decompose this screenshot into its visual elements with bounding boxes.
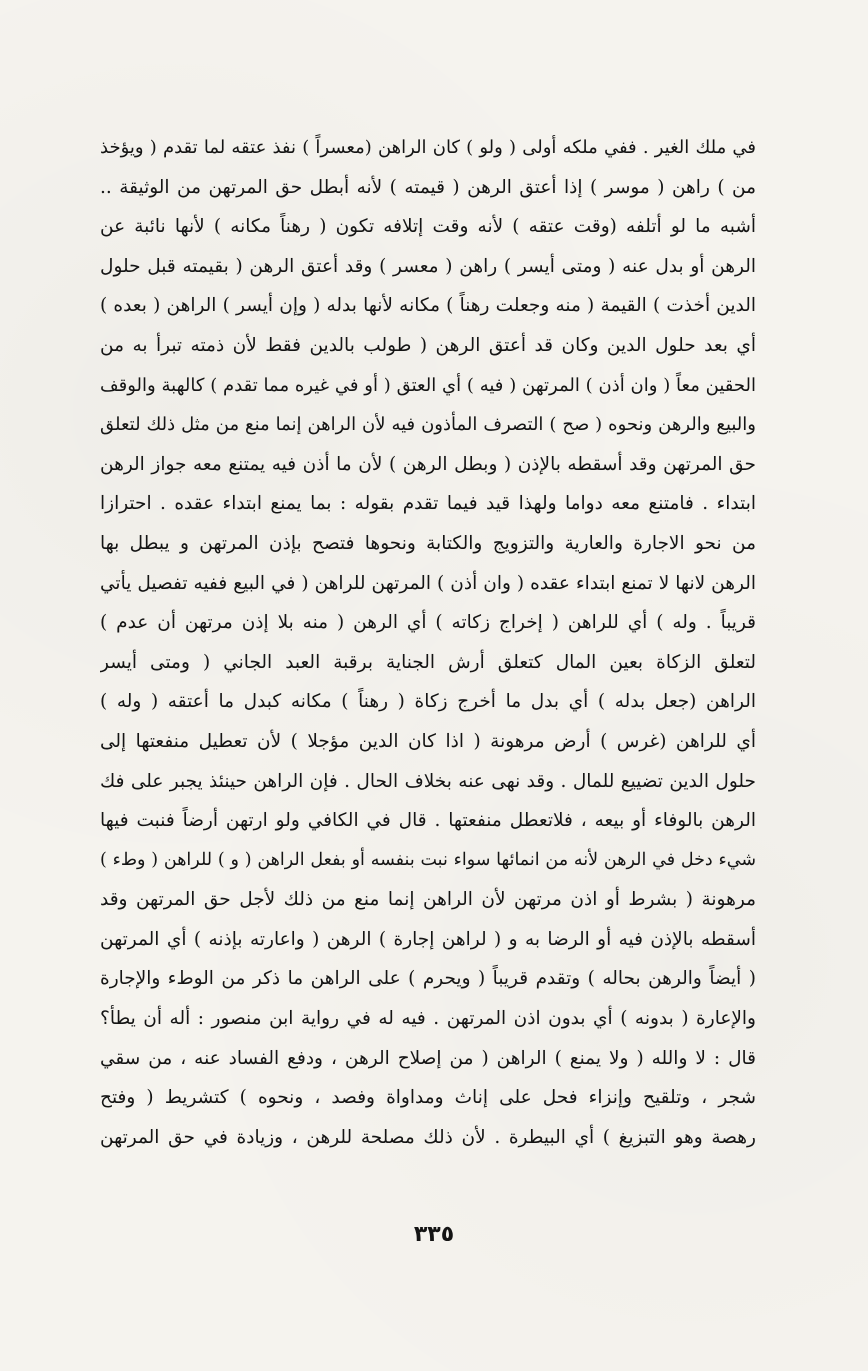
text-line: الدين أخذت ) القيمة ( منه وجعلت رهناً ) مكانه لأنها بدله ( وإن أيسر ) الراهن ( بعده ): [100, 295, 756, 317]
text-line: لتعلق الزكاة بعين المال كتعلق أرش الجناية برقبة العبد الجاني ( ومتى أيسر: [100, 651, 756, 673]
text-line: أسقطه بالإذن فيه أو الرضا به و ( لراهن إجارة ) الرهن ( واعارته بإذنه ) أي المرتهن: [100, 928, 756, 950]
text-line: من نحو الاجارة والعارية والتزويج والكتابة ونحوها فتصح بإذن المرتهن و يبطل بها: [100, 532, 756, 554]
text-line: مرهونة ( بشرط أو اذن مرتهن لأن الراهن إنما منع من ذلك لأجل حق المرتهن وقد: [100, 889, 756, 911]
text-line: قال : لا والله ( ولا يمنع ) الراهن ( من إصلاح الرهن ، ودفع الفساد عنه ، من سقي: [100, 1047, 756, 1069]
text-line: الرهن بالوفاء أو بيعه ، فلاتعطل منفعتها . قال في الكافي ولو ارتهن أرضاً فنبت فيها: [100, 810, 756, 832]
text-line: شيء دخل في الرهن لأنه من انمائها سواء نبت بنفسه أو بفعل الراهن ( و ) للراهن ( وطء ): [100, 849, 756, 870]
body-text: [100, 128, 756, 1157]
text-line: الرهن أو بدل عنه ( ومتى أيسر ) راهن ( معسر ) وقد أعتق الرهن ( بقيمته قبل حلول: [100, 255, 756, 277]
text-line: حق المرتهن وقد أسقطه بالإذن ( وبطل الرهن ) لأن ما أذن فيه يمتنع معه جواز الرهن: [100, 453, 756, 475]
text-line: أشبه ما لو أتلفه (وقت عتقه ) لأنه وقت إتلافه تكون ( رهناً مكانه ) لأنها نائبة عن: [100, 216, 756, 238]
text-line: في ملك الغير . ففي ملكه أولى ( ولو ) كان الراهن (معسراً ) نفذ عتقه لما تقدم ( ويؤخذ: [100, 137, 756, 158]
text-line: من ) راهن ( موسر ) إذا أعتق الرهن ( قيمته ) لأنه أبطل حق المرتهن من الوثيقة ..: [100, 176, 756, 198]
text-line: الحقين معاً ( وان أذن ) المرتهن ( فيه ) أي العتق ( أو في غيره مما تقدم ) كالهبة والوقف: [100, 374, 756, 396]
text-line: أي بعد حلول الدين وكان قد أعتق الرهن ( طولب بالدين فقط لأن ذمته تبرأ به من: [100, 334, 756, 356]
text-line: رهصة وهو التبزيغ ) أي البيطرة . لأن ذلك مصلحة للرهن ، وزيادة في حق المرتهن: [100, 1126, 756, 1148]
text-line: حلول الدين تضييع للمال . وقد نهى عنه بخلاف الحال . فإن الراهن حينئذ يجبر على فك: [100, 770, 756, 792]
page-number: ٣٣٥: [413, 1222, 455, 1247]
text-line: ( أيضاً والرهن بحاله ) وتقدم قريباً ( ويحرم ) على الراهن ما ذكر من الوطء والإجارة: [100, 968, 756, 990]
text-line: قريباً . وله ) أي للراهن ( إخراج زكاته ) أي الرهن ( منه بلا إذن مرتهن أن عدم ): [100, 612, 756, 634]
text-line: والإعارة ( بدونه ) أي بدون اذن المرتهن . فيه له في رواية ابن منصور : أله أن يطأ؟: [100, 1008, 756, 1030]
text-line: والبيع والرهن ونحوه ( صح ) التصرف المأذون فيه لأن الراهن إنما منع من مثل ذلك لتعلق: [100, 414, 756, 436]
text-line: شجر ، وتلقيح وإنزاء فحل على إناث ومداواة وفصد ، ونحوه ) كتشريط ( وفتح: [100, 1087, 756, 1109]
text-line: ابتداء . فامتنع معه دواما ولهذا قيد فيما تقدم بقوله : بما يمنع ابتداء عقده . احترازا: [100, 493, 756, 515]
text-line: الراهن (جعل بدله ) أي بدل ما أخرج زكاة ( رهناً ) مكانه كبدل ما أعتقه ( وله ): [100, 691, 756, 713]
text-line: أي للراهن (غرس ) أرض مرهونة ( اذا كان الدين مؤجلا ) لأن تعطيل منفعتها إلى: [100, 730, 756, 752]
text-line: الرهن لانها لا تمنع ابتداء عقده ( وان أذن ) المرتهن للراهن ( في البيع ففيه تفصيل يأتي: [100, 572, 756, 594]
